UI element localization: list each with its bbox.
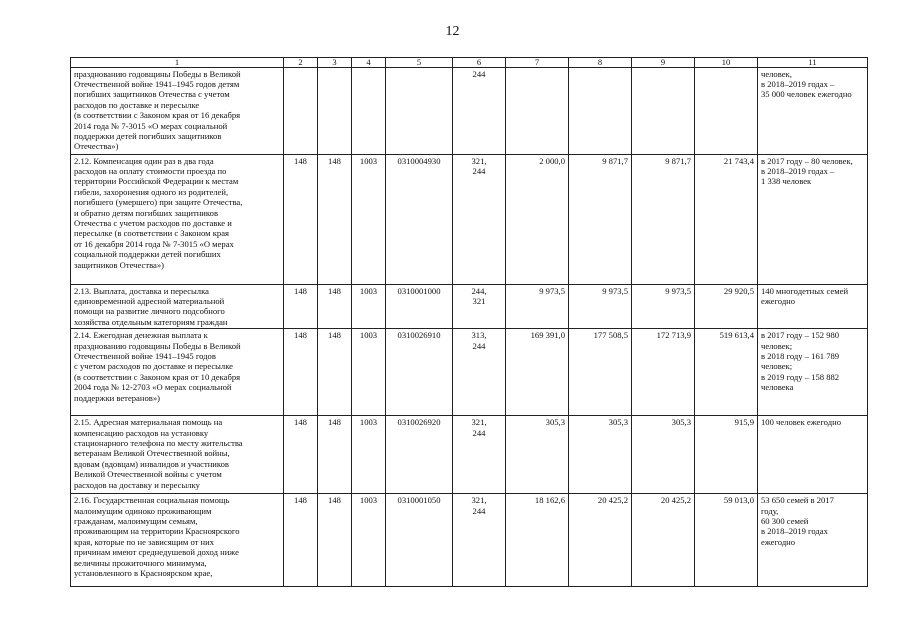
cell-col4: 1003	[352, 416, 386, 494]
cell-col5: 0310004930	[386, 154, 453, 284]
cell-col9: 305,3	[632, 416, 695, 494]
cell-col3: 148	[318, 284, 352, 329]
cell-col9	[632, 67, 695, 154]
table-row	[71, 67, 868, 154]
page-number: 12	[445, 24, 460, 39]
cell-col5: 0310001000	[386, 284, 453, 329]
cell-col2: 148	[284, 154, 318, 284]
table-row	[71, 494, 868, 587]
column-header-2: 2	[284, 58, 318, 68]
cell-col5: 0310026910	[386, 329, 453, 416]
cell-col10	[695, 67, 758, 154]
column-header-10: 10	[695, 58, 758, 68]
cell-col3: 148	[318, 154, 352, 284]
column-header-1: 1	[71, 58, 284, 68]
cell-col2	[284, 67, 318, 154]
table-row	[71, 284, 868, 329]
cell-col10: 21 743,4	[695, 154, 758, 284]
cell-col2: 148	[284, 416, 318, 494]
cell-col8: 177 508,5	[569, 329, 632, 416]
cell-col4	[352, 67, 386, 154]
cell-col8: 9 973,5	[569, 284, 632, 329]
header-row	[71, 58, 868, 68]
cell-col4: 1003	[352, 284, 386, 329]
table-row	[71, 329, 868, 416]
cell-col6: 321, 244	[453, 494, 506, 587]
cell-col9: 172 713,9	[632, 329, 695, 416]
cell-col11: человек, в 2018–2019 годах – 35 000 человек ежегодно	[758, 67, 868, 154]
cell-col7: 2 000,0	[506, 154, 569, 284]
cell-col10: 915,9	[695, 416, 758, 494]
cell-col9: 9 871,7	[632, 154, 695, 284]
cell-col8	[569, 67, 632, 154]
cell-col9: 20 425,2	[632, 494, 695, 587]
column-header-7: 7	[506, 58, 569, 68]
cell-col6: 244, 321	[453, 284, 506, 329]
cell-col4: 1003	[352, 154, 386, 284]
row-description: 2.15. Адресная материальная помощь на компенсацию расходов на установку стационарного телефона по месту жительства ветеранам Великой Отечественной войны, вдовам (вдовцам) инвалидов и участников Великой Отечественной войны с учетом расходов на доставку и пересылку	[71, 416, 284, 494]
row-description: 2.16. Государственная социальная помощь малоимущим одиноко проживающим гражданам, малоимущим семьям, проживающим на территории Красноярского края, которые по не зависящим от них причинам имеют среднедушевой доход ниже величины прожиточного минимума, установленного в Красноярском крае,	[71, 494, 284, 587]
column-header-11: 11	[758, 58, 868, 68]
cell-col7: 169 391,0	[506, 329, 569, 416]
cell-col3: 148	[318, 416, 352, 494]
table-row	[71, 416, 868, 494]
program-table	[70, 57, 868, 587]
cell-col2: 148	[284, 329, 318, 416]
column-header-4: 4	[352, 58, 386, 68]
column-header-5: 5	[386, 58, 453, 68]
cell-col10: 29 920,5	[695, 284, 758, 329]
cell-col6: 321, 244	[453, 154, 506, 284]
column-header-8: 8	[569, 58, 632, 68]
cell-col6: 244	[453, 67, 506, 154]
cell-col8: 9 871,7	[569, 154, 632, 284]
column-header-9: 9	[632, 58, 695, 68]
cell-col7	[506, 67, 569, 154]
cell-col5: 0310001050	[386, 494, 453, 587]
cell-col7: 9 973,5	[506, 284, 569, 329]
cell-col7: 305,3	[506, 416, 569, 494]
cell-col11: 100 человек ежегодно	[758, 416, 868, 494]
cell-col5	[386, 67, 453, 154]
cell-col5: 0310026920	[386, 416, 453, 494]
row-description: празднованию годовщины Победы в Великой Отечественной войне 1941–1945 годов детям погибших защитников Отечества с учетом расходов по доставке и пересылке (в соответствии с Законом края от 16 декабря 2014 года № 7-3015 «О мерах социальной поддержки детей погибших защитников Отечества»)	[71, 67, 284, 154]
cell-col10: 59 013,0	[695, 494, 758, 587]
cell-col6: 313, 244	[453, 329, 506, 416]
cell-col11: 140 многодетных семей ежегодно	[758, 284, 868, 329]
cell-col11: в 2017 году – 80 человек, в 2018–2019 годах – 1 338 человек	[758, 154, 868, 284]
cell-col11: 53 650 семей в 2017 году, 60 300 семей в 2018–2019 годах ежегодно	[758, 494, 868, 587]
cell-col11: в 2017 году – 152 980 человек; в 2018 году – 161 789 человек; в 2019 году – 158 882 человека	[758, 329, 868, 416]
cell-col8: 20 425,2	[569, 494, 632, 587]
row-description: 2.13. Выплата, доставка и пересылка единовременной адресной материальной помощи на развитие личного подсобного хозяйства отдельным категориям граждан	[71, 284, 284, 329]
cell-col2: 148	[284, 284, 318, 329]
cell-col8: 305,3	[569, 416, 632, 494]
column-header-3: 3	[318, 58, 352, 68]
cell-col2: 148	[284, 494, 318, 587]
cell-col3: 148	[318, 329, 352, 416]
row-description: 2.14. Ежегодная денежная выплата к празднованию годовщины Победы в Великой Отечественной войне 1941–1945 годов с учетом расходов по доставке и пересылке (в соответствии с Законом края от 10 декабря 2004 года № 12-2703 «О мерах социальной поддержки ветеранов»)	[71, 329, 284, 416]
cell-col10: 519 613,4	[695, 329, 758, 416]
column-header-6: 6	[453, 58, 506, 68]
cell-col3: 148	[318, 494, 352, 587]
cell-col7: 18 162,6	[506, 494, 569, 587]
cell-col3	[318, 67, 352, 154]
cell-col4: 1003	[352, 329, 386, 416]
table-row	[71, 154, 868, 284]
cell-col6: 321, 244	[453, 416, 506, 494]
row-description: 2.12. Компенсация один раз в два года расходов на оплату стоимости проезда по территории Российской Федерации к местам гибели, захоронения одного из родителей, погибшего (умершего) при защите Отечества, и обратно детям погибших защитников Отечества с учетом расходов по доставке и пересылке (в соответствии с Законом края от 16 декабря 2014 года № 7-3015 «О мерах социальной поддержки детей погибших защитников Отечества»)	[71, 154, 284, 284]
cell-col9: 9 973,5	[632, 284, 695, 329]
cell-col4: 1003	[352, 494, 386, 587]
